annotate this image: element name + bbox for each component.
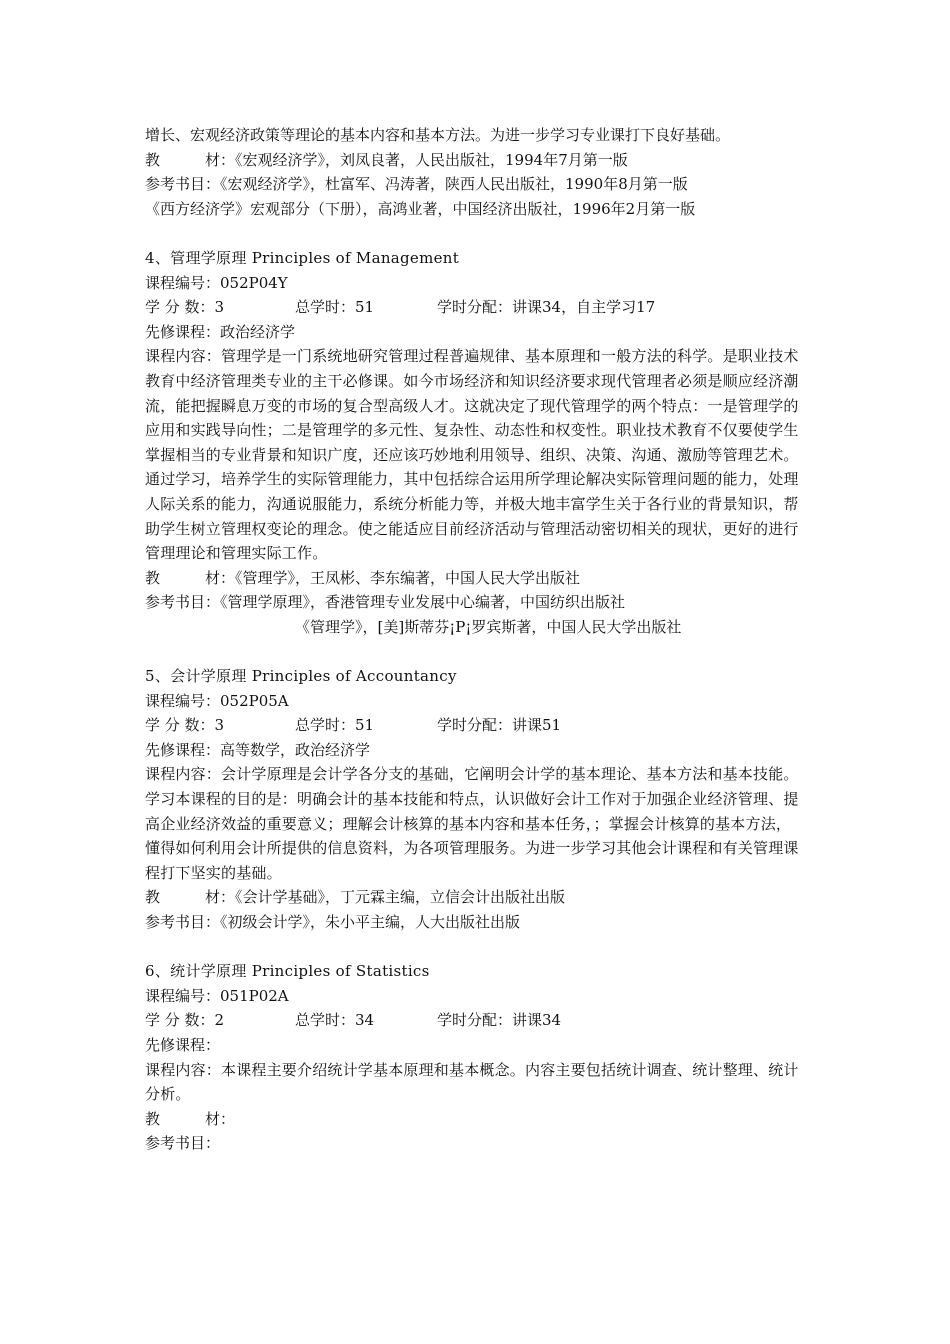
intro-ref-label: 参考书目： xyxy=(145,175,221,194)
intro-textbook-label: 教 材： xyxy=(145,150,236,169)
course-credits: 学 分 数：3 xyxy=(145,716,225,735)
course-textbook: 教 材：《管理学》，王凤彬、李东编著，中国人民大学出版社 xyxy=(145,568,581,587)
course-credits: 学 分 数：2 xyxy=(145,1011,225,1030)
course-prereq: 先修课程：政治经济学 xyxy=(145,322,296,341)
intro-ref2: 《西方经济学》宏观部分（下册），高鸿业著，中国经济出版社，1996年2月第一版 xyxy=(145,199,696,218)
intro-ref1: 《宏观经济学》，杜富军、冯涛著，陕西人民出版社，1990年8月第一版 xyxy=(220,175,688,194)
course-credits: 学 分 数：3 xyxy=(145,298,225,317)
course-hours: 总学时：51 xyxy=(295,298,375,317)
course-reference: 参考书目：《初级会计学》，朱小平主编，人大出版社出版 xyxy=(145,913,521,931)
course-distribution: 学时分配：讲课51 xyxy=(437,716,562,735)
course-credits-row xyxy=(145,295,805,320)
course-title: 5、会计学原理 Principles of Accountancy xyxy=(145,667,457,686)
spacer xyxy=(145,639,805,664)
course-code: 课程编号：052P05A xyxy=(145,691,289,710)
course-content: 课程内容：管理学是一门系统地研究管理过程普遍规律、基本原理和一般方法的科学。是职业技术教育中经济管理类专业的主干必修课。如今市场经济和知识经济要求现代管理者必须是顺应经济潮流，能把握瞬息万变的市场的复合型高级人才。这就决定了现代管理学的两个特点：一是管理学的应用和实践导向性；二是管理学的多元性、复杂性、动态性和权变性。职业技术教育不仅要使学生掌握相当的专业背景和知识广度，还应该巧妙地利用领导、组织、决策、沟通、激励等管理艺术。通过学习，培养学生的实际管理能力，其中包括综合运用所学理论解决实际管理问题的能力，处理人际关系的能力，沟通说服能力，系统分析能力等，并极大地丰富学生关于各行业的背景知识，帮助学生树立管理权变论的理念。使之能适应目前经济活动与管理活动密切相关的现状，更好的进行管理理论和管理实际工作。 xyxy=(145,347,799,563)
document-page xyxy=(145,123,805,1156)
course-prereq: 先修课程： xyxy=(145,1035,221,1054)
course-textbook: 教 材：《会计学基础》，丁元霖主编，立信会计出版社出版 xyxy=(145,888,566,907)
course-code: 课程编号：052P04Y xyxy=(145,273,288,292)
course-title: 6、统计学原理 Principles of Statistics xyxy=(145,962,430,981)
intro-reference xyxy=(145,172,805,197)
intro-textbook-value: 《宏观经济学》，刘凤良著，人民出版社，1994年7月第一版 xyxy=(235,150,628,169)
course-distribution: 学时分配：讲课34 xyxy=(437,1011,562,1030)
intro-tail: 增长、宏观经济政策等理论的基本内容和基本方法。为进一步学习专业课打下良好基础。 xyxy=(145,126,731,144)
course-code: 课程编号：051P02A xyxy=(145,986,289,1005)
course-reference: 参考书目： xyxy=(145,1134,221,1153)
course-content: 课程内容：本课程主要介绍统计学基本原理和基本概念。内容主要包括统计调查、统计整理、统计分析。 xyxy=(145,1060,799,1104)
course-credits-row xyxy=(145,713,805,738)
course-distribution: 学时分配：讲课34，自主学习17 xyxy=(437,298,656,317)
course-prereq: 先修课程：高等数学，政治经济学 xyxy=(145,740,371,759)
course-hours: 总学时：34 xyxy=(295,1011,375,1030)
course-credits-row xyxy=(145,1008,805,1033)
intro-textbook xyxy=(145,148,805,173)
course-reference-2-text: 《管理学》，[美]斯蒂芬¡P¡罗宾斯著，中国人民大学出版社 xyxy=(295,617,682,636)
course-hours: 总学时：51 xyxy=(295,716,375,735)
course-reference-2 xyxy=(145,615,805,640)
course-content: 课程内容：会计学原理是会计学各分支的基础，它阐明会计学的基本理论、基本方法和基本技能。学习本课程的目的是：明确会计的基本技能和特点，认识做好会计工作对于加强企业经济管理、提高企业经济效益的重要意义；理解会计核算的基本内容和基本任务，；掌握会计核算的基本方法，懂得如何利用会计所提供的信息资料，为各项管理服务。为进一步学习其他会计课程和有关管理课程打下坚实的基础。 xyxy=(145,765,799,882)
course-reference: 参考书目：《管理学原理》，香港管理专业发展中心编著，中国纺织出版社 xyxy=(145,593,626,612)
spacer xyxy=(145,935,805,960)
course-title: 4、管理学原理 Principles of Management xyxy=(145,248,460,267)
course-textbook: 教 材： xyxy=(145,1109,236,1128)
spacer xyxy=(145,221,805,246)
